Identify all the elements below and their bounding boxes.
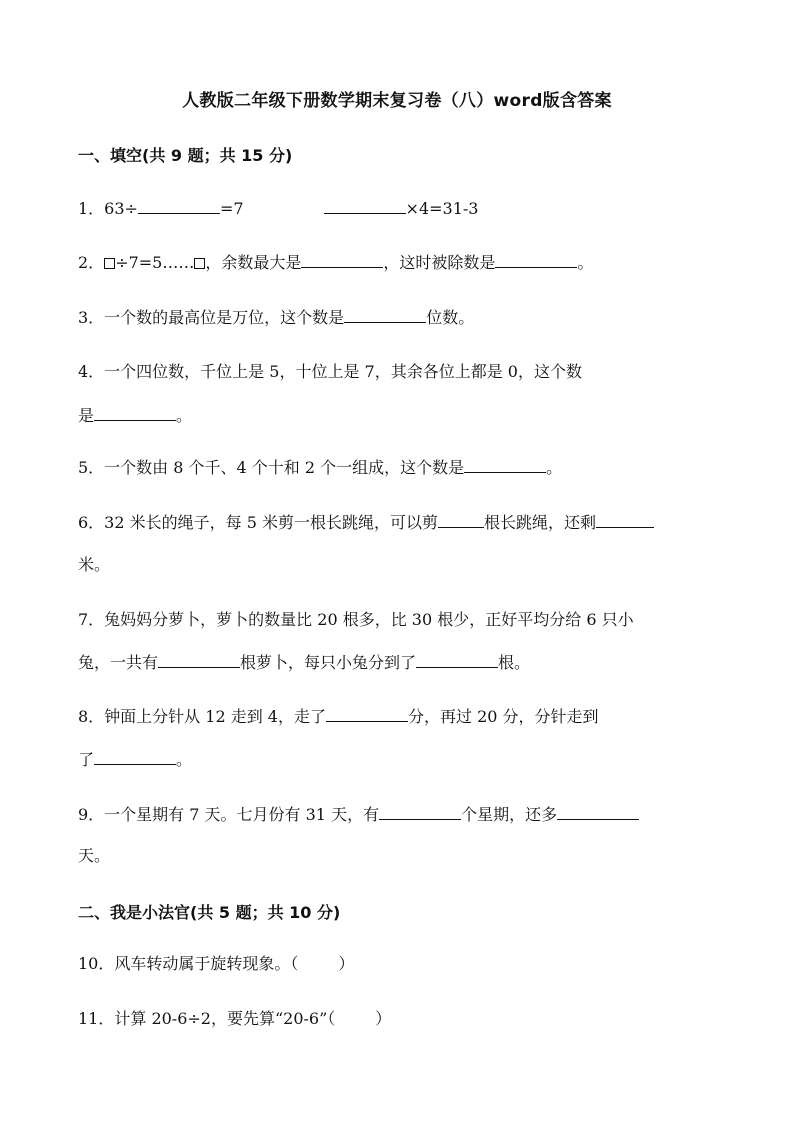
question-text: 。 bbox=[546, 458, 563, 477]
answer-blank[interactable] bbox=[416, 652, 498, 668]
answer-blank[interactable] bbox=[94, 405, 176, 421]
question-text: 天。 bbox=[78, 846, 111, 865]
question-text: 。 bbox=[577, 253, 594, 272]
question-text: ，余数最大是 bbox=[205, 253, 302, 272]
question-text: 1．63÷ bbox=[78, 199, 138, 218]
question-text: 11．计算 20-6÷2，要先算“20-6”（ bbox=[78, 1009, 336, 1028]
question-text: 8．钟面上分针从 12 走到 4，走了 bbox=[78, 707, 326, 726]
question-text: 兔，一共有 bbox=[78, 653, 159, 672]
question-7-line-2 bbox=[78, 652, 530, 673]
page-title: 人教版二年级下册数学期末复习卷（八）word版含答案 bbox=[182, 91, 612, 111]
question-text: 分，再过 20 分，分针走到 bbox=[407, 707, 599, 726]
question-text: 。 bbox=[176, 750, 193, 769]
section-heading-1: 一、填空(共 9 题；共 15 分) bbox=[78, 146, 293, 165]
question-text: ×4=31-3 bbox=[405, 199, 479, 218]
question-text: 米。 bbox=[78, 555, 111, 574]
question-text: 9．一个星期有 7 天。七月份有 31 天，有 bbox=[78, 805, 380, 824]
question-8-line-1 bbox=[78, 706, 599, 727]
question-text: ） bbox=[375, 1009, 392, 1028]
question-text: =7 bbox=[219, 199, 244, 218]
question-4-line-2 bbox=[78, 405, 192, 426]
answer-blank[interactable] bbox=[158, 652, 240, 668]
question-text: 根长跳绳，还剩 bbox=[483, 513, 596, 532]
box-icon bbox=[104, 258, 115, 269]
answer-blank[interactable] bbox=[464, 457, 546, 473]
question-8-line-2 bbox=[78, 749, 192, 770]
question-3 bbox=[78, 307, 474, 328]
question-9-line-1 bbox=[78, 804, 639, 825]
question-6-line-1 bbox=[78, 512, 654, 533]
question-5 bbox=[78, 457, 562, 478]
question-text: 4．一个四位数，千位上是 5，十位上是 7，其余各位上都是 0，这个数 bbox=[78, 362, 582, 381]
question-9-line-2 bbox=[78, 846, 110, 866]
question-text: 是 bbox=[78, 406, 95, 425]
question-2 bbox=[78, 252, 593, 273]
question-text: 7．兔妈妈分萝卜，萝卜的数量比 20 根多，比 30 根少，正好平均分给 6 只小 bbox=[78, 610, 634, 629]
answer-blank[interactable] bbox=[379, 804, 461, 820]
question-1 bbox=[78, 198, 478, 219]
question-text: ） bbox=[338, 954, 355, 973]
question-text: 根。 bbox=[498, 653, 531, 672]
answer-blank[interactable] bbox=[344, 307, 426, 323]
question-text: 个星期，还多 bbox=[461, 805, 558, 824]
question-text: 2． bbox=[78, 253, 105, 272]
answer-blank[interactable] bbox=[557, 804, 639, 820]
question-text: 6．32 米长的绳子，每 5 米剪一根长跳绳，可以剪 bbox=[78, 513, 438, 532]
question-text: ÷7=5…… bbox=[115, 253, 195, 272]
question-text: 了 bbox=[78, 750, 95, 769]
answer-blank[interactable] bbox=[438, 512, 484, 528]
question-11 bbox=[78, 1009, 391, 1029]
answer-blank[interactable] bbox=[596, 512, 654, 528]
question-text: 5．一个数由 8 个千、4 个十和 2 个一组成，这个数是 bbox=[78, 458, 465, 477]
section-heading-2: 二、我是小法官(共 5 题；共 10 分) bbox=[78, 903, 341, 922]
question-text: 位数。 bbox=[426, 308, 475, 327]
answer-blank[interactable] bbox=[94, 749, 176, 765]
question-text: ，这时被除数是 bbox=[383, 253, 496, 272]
box-icon bbox=[194, 258, 205, 269]
question-text: 10．风车转动属于旋转现象。（ bbox=[78, 954, 299, 973]
answer-blank[interactable] bbox=[301, 252, 383, 268]
answer-blank[interactable] bbox=[324, 198, 406, 214]
question-text: 3．一个数的最高位是万位，这个数是 bbox=[78, 308, 345, 327]
question-7-line-1 bbox=[78, 610, 634, 630]
answer-blank[interactable] bbox=[138, 198, 220, 214]
answer-blank[interactable] bbox=[326, 706, 408, 722]
answer-blank[interactable] bbox=[495, 252, 577, 268]
question-text: 根萝卜，每只小兔分到了 bbox=[240, 653, 417, 672]
question-6-line-2 bbox=[78, 555, 110, 575]
question-4-line-1 bbox=[78, 362, 582, 382]
question-text: 。 bbox=[176, 406, 193, 425]
question-10 bbox=[78, 954, 354, 974]
